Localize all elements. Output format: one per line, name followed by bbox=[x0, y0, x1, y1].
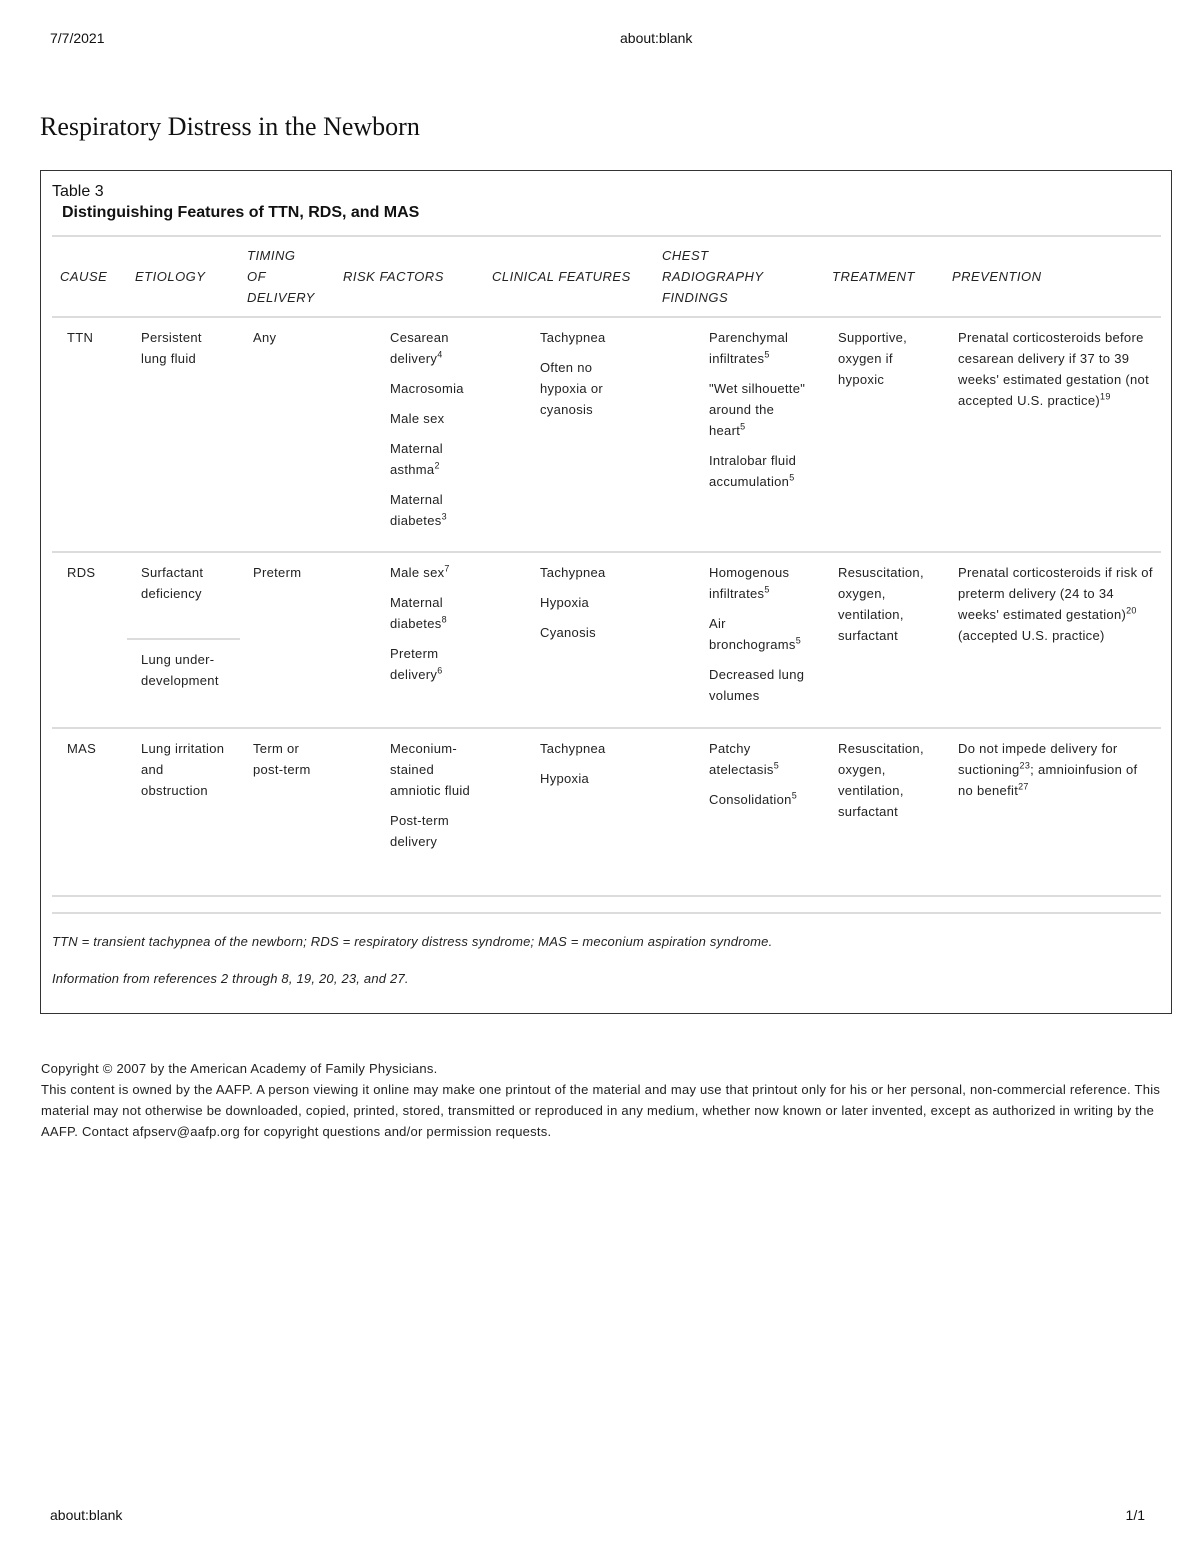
row-divider bbox=[52, 551, 1161, 553]
cell-cause: MAS bbox=[67, 741, 97, 756]
copyright-line: Copyright © 2007 by the American Academy of Family Physicians. bbox=[41, 1061, 438, 1076]
print-header bbox=[50, 30, 1145, 50]
cell-prevention: Do not impede delivery for suctioning$^{23}$; amnioinfusion of no benefit$^{27}$ bbox=[958, 741, 1138, 798]
header-clinical-features: CLINICAL FEATURES bbox=[492, 269, 631, 284]
etiology-subdivider bbox=[127, 638, 240, 640]
cell-cause: RDS bbox=[67, 565, 96, 580]
cell-etiology: Lung irritation and obstruction bbox=[141, 741, 225, 798]
cell-cause: TTN bbox=[67, 330, 94, 345]
header-bottom-rule bbox=[52, 316, 1161, 318]
cell-etiology: Lung under-development bbox=[141, 652, 219, 688]
notes-rule bbox=[52, 912, 1161, 914]
cell-timing: Preterm bbox=[253, 565, 302, 580]
row-divider bbox=[52, 895, 1161, 897]
page-number: 1/1 bbox=[1125, 1507, 1145, 1523]
print-url: about:blank bbox=[620, 30, 693, 46]
header-risk-factors: RISK FACTORS bbox=[343, 269, 444, 284]
cell-treatment: Resuscitation, oxygen, ventilation, surfactant bbox=[838, 565, 924, 643]
cell-risk-factors: Meconium-stained amniotic fluid Post-term delivery bbox=[390, 741, 471, 849]
print-footer-url: about:blank bbox=[50, 1507, 123, 1523]
cell-clinical-features: Tachypnea Often no hypoxia or cyanosis bbox=[540, 330, 606, 417]
table-footnote-references: Information from references 2 through 8, 19, 20, 23, and 27. bbox=[52, 971, 409, 986]
header-etiology: ETIOLOGY bbox=[135, 269, 206, 284]
cell-risk-factors: Cesarean delivery$^4$ Macrosomia Male sex Maternal asthma$^2$ Maternal diabetes$^3$ bbox=[390, 330, 464, 528]
table-label: Table 3 bbox=[52, 183, 104, 200]
cell-treatment: Resuscitation, oxygen, ventilation, surfactant bbox=[838, 741, 924, 819]
cell-treatment: Supportive, oxygen if hypoxic bbox=[838, 330, 908, 387]
copyright-terms: This content is owned by the AAFP. A person viewing it online may make one printout of the material and may use that printout only for his or her personal, non-commercial reference. This material may not otherwise be downloaded, copied, printed, stored, transmitted or reproduced in any medium, whether now known or later invented, except as authorized in writing by the AAFP. Contact afpserv@aafp.org for copyright questions and/or permission requests. bbox=[41, 1082, 1161, 1139]
print-date: 7/7/2021 bbox=[50, 30, 105, 46]
cell-clinical-features: Tachypnea Hypoxia bbox=[540, 741, 606, 786]
cell-chest-radiography: Homogenous infiltrates$^5$ Air bronchograms$^5$ Decreased lung volumes bbox=[709, 565, 805, 703]
header-prevention: PREVENTION bbox=[952, 269, 1042, 284]
cell-prevention: Prenatal corticosteroids before cesarean delivery if 37 to 39 weeks' estimated gestation (not accepted U.S. practice)$^{19}$ bbox=[958, 330, 1149, 408]
cell-risk-factors: Male sex$^7$ Maternal diabetes$^8$ Preterm delivery$^6$ bbox=[390, 563, 450, 682]
header-top-rule bbox=[52, 235, 1161, 237]
cell-etiology: Persistent lung fluid bbox=[141, 330, 202, 366]
row-divider bbox=[52, 727, 1161, 729]
cell-chest-radiography: Patchy atelectasis$^5$ Consolidation$^5$ bbox=[709, 741, 797, 807]
header-treatment: TREATMENT bbox=[832, 269, 915, 284]
cell-chest-radiography: Parenchymal infiltrates$^5$ "Wet silhouette" around the heart$^5$ Intralobar fluid accumulation$^5$ bbox=[709, 330, 806, 489]
cell-prevention: Prenatal corticosteroids if risk of preterm delivery (24 to 34 weeks' estimated gestation)$^{20}$ (accepted U.S. practice) bbox=[958, 565, 1153, 643]
page-title: Respiratory Distress in the Newborn bbox=[40, 112, 420, 141]
header-chest-radiography: CHEST RADIOGRAPHY FINDINGS bbox=[662, 248, 764, 305]
copyright-notice bbox=[41, 1058, 1163, 1142]
table-caption: Distinguishing Features of TTN, RDS, and MAS bbox=[62, 204, 420, 221]
cell-clinical-features: Tachypnea Hypoxia Cyanosis bbox=[540, 565, 606, 640]
table-footnote-abbreviations: TTN = transient tachypnea of the newborn; RDS = respiratory distress syndrome; MAS = meconium aspiration syndrome. bbox=[52, 934, 773, 949]
print-footer bbox=[50, 1507, 1145, 1527]
cell-timing: Any bbox=[253, 330, 277, 345]
header-cause: CAUSE bbox=[60, 269, 108, 284]
header-timing: TIMING OF DELIVERY bbox=[247, 248, 315, 305]
cell-timing: Term or post-term bbox=[253, 741, 311, 777]
table-container bbox=[40, 170, 1172, 1014]
cell-etiology: Surfactant deficiency bbox=[141, 565, 204, 601]
